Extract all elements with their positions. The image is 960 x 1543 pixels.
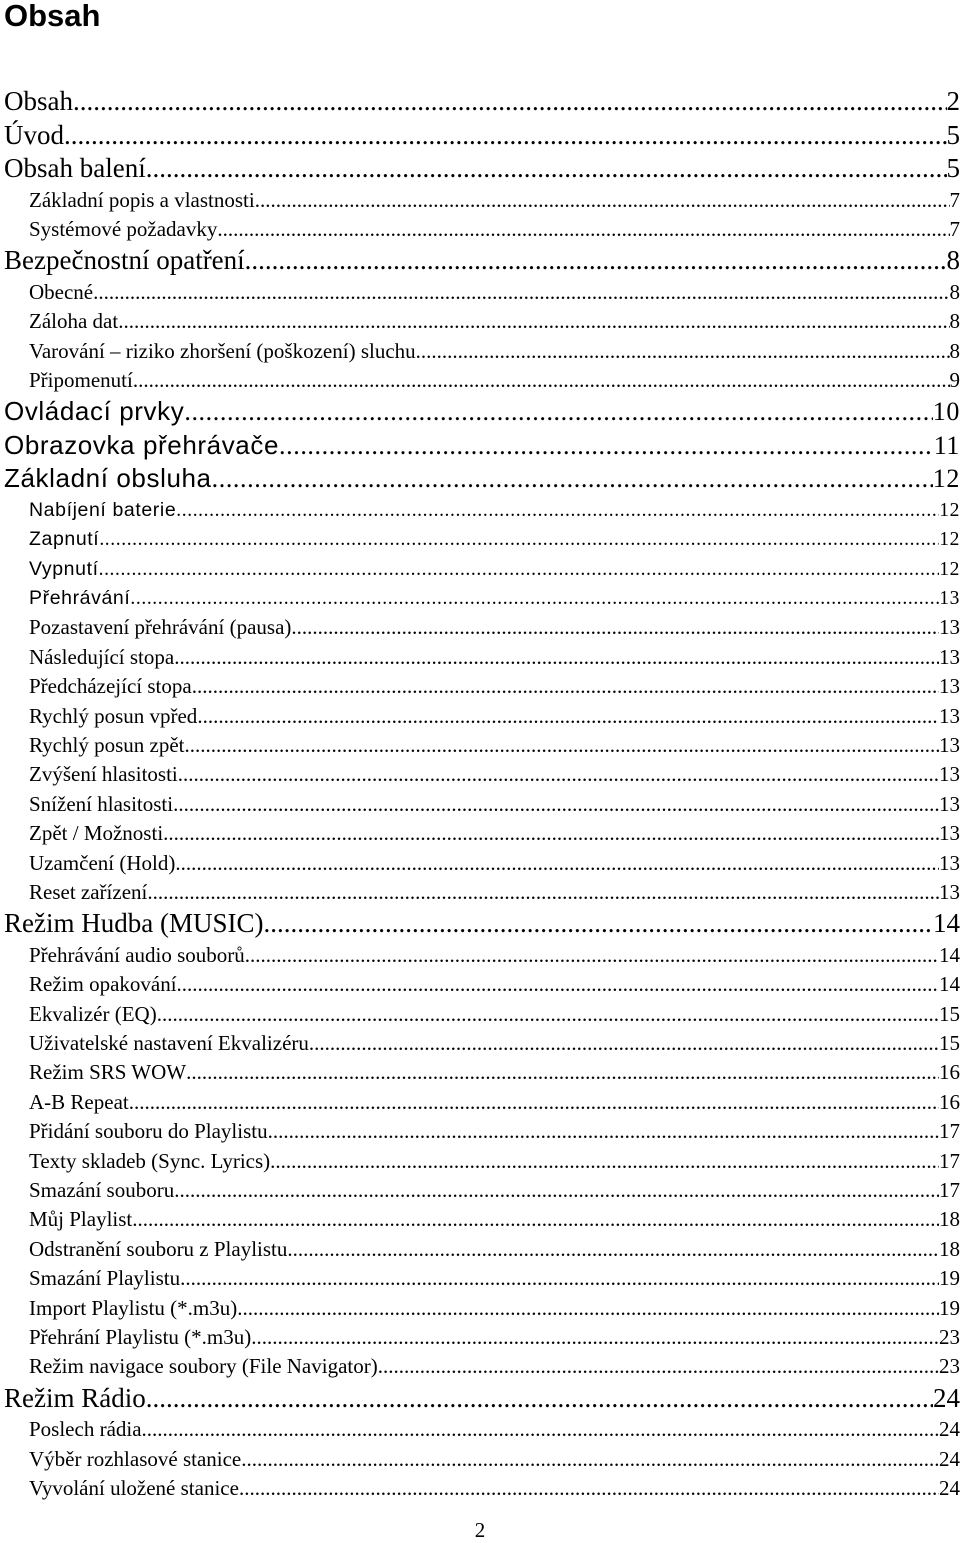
toc-entry-label: Přehrávání (29, 587, 131, 610)
toc-entry-label: Nabíjení baterie (29, 498, 177, 521)
toc-entry[interactable] (0, 1058, 960, 1087)
toc-entry-page: 23 (939, 1354, 960, 1379)
toc-entry[interactable] (0, 970, 960, 999)
dot-leader (237, 1294, 939, 1323)
dot-leader (268, 1117, 939, 1146)
toc-entry-label: Poslech rádia (29, 1417, 142, 1442)
toc-entry-page: 15 (939, 1030, 960, 1055)
dot-leader (93, 278, 949, 307)
dot-leader (245, 244, 947, 278)
toc-entry-page: 10 (932, 397, 960, 427)
toc-entry[interactable] (0, 1235, 960, 1264)
dot-leader (279, 429, 934, 463)
toc-entry-page: 17 (939, 1148, 960, 1173)
toc-entry[interactable] (0, 1264, 960, 1293)
dot-leader (99, 525, 939, 554)
toc-entry-label: Režim SRS WOW (29, 1060, 187, 1085)
toc-entry-page: 13 (939, 732, 960, 757)
dot-leader (174, 643, 939, 672)
toc-entry-page: 13 (939, 588, 960, 610)
dot-leader (99, 555, 940, 584)
toc-entry-label: Základní obsluha (4, 463, 212, 494)
toc-entry[interactable] (0, 1000, 960, 1029)
toc-entry[interactable] (0, 849, 960, 878)
toc-entry-label: Zvýšení hlasitosti (29, 762, 178, 787)
dot-leader (178, 760, 939, 789)
dot-leader (416, 337, 950, 366)
toc-entry-label: Přehrávání audio souborů (29, 942, 245, 967)
toc-entry-label: A-B Repeat (29, 1089, 129, 1114)
toc-entry-page: 13 (939, 879, 960, 904)
dot-leader (245, 941, 939, 970)
toc-entry[interactable] (0, 462, 960, 496)
toc-entry-label: Rychlý posun vpřed (29, 703, 198, 728)
toc-entry-label: Obrazovka přehrávače (4, 429, 280, 460)
toc-entry-label: Režim navigace soubory (File Navigator) (29, 1354, 378, 1379)
toc-entry[interactable] (0, 555, 960, 584)
toc-entry-page: 18 (939, 1236, 960, 1261)
toc-entry-page: 23 (939, 1324, 960, 1349)
toc-entry[interactable] (0, 1382, 960, 1416)
toc-entry-label: Připomenutí (29, 367, 133, 392)
toc-entry-page: 12 (932, 464, 960, 494)
toc-entry-label: Záloha dat (29, 309, 119, 334)
toc-entry-label: Uživatelské nastavení Ekvalizéru (29, 1030, 309, 1055)
toc-entry-label: Zapnutí (29, 528, 100, 551)
toc-entry-label: Obecné (29, 279, 94, 304)
toc-entry[interactable] (0, 1147, 960, 1176)
toc-entry-page: 13 (939, 674, 960, 699)
toc-entry-page: 9 (949, 367, 960, 392)
toc-entry[interactable] (0, 941, 960, 970)
toc-entry[interactable] (0, 152, 960, 186)
toc-entry-label: Smazání souboru (29, 1177, 175, 1202)
dot-leader (180, 1264, 939, 1293)
toc-entry[interactable] (0, 119, 960, 153)
toc-entry[interactable] (0, 1029, 960, 1058)
dot-leader (177, 970, 939, 999)
toc-entry[interactable] (0, 1323, 960, 1352)
toc-entry[interactable] (0, 215, 960, 244)
toc-entry-label: Vypnutí (29, 557, 99, 580)
toc-entry[interactable] (0, 702, 960, 731)
toc-entry[interactable] (0, 1294, 960, 1323)
toc-entry[interactable] (0, 819, 960, 848)
toc-entry-page: 12 (939, 558, 960, 580)
toc-entry[interactable] (0, 337, 960, 366)
toc-entry-page: 24 (939, 1446, 960, 1471)
page-title: Obsah (4, 0, 101, 33)
toc-entry-page: 5 (946, 119, 960, 150)
toc-entry-label: Režim Hudba (MUSIC) (4, 908, 264, 939)
toc-entry-label: Import Playlistu (*.m3u) (29, 1295, 238, 1320)
toc-entry[interactable] (0, 395, 960, 429)
page-number: 2 (474, 1518, 486, 1542)
toc-entry[interactable] (0, 643, 960, 672)
dot-leader (174, 1176, 939, 1205)
toc-entry-page: 24 (933, 1382, 960, 1413)
toc-entry-label: Režim opakování (29, 972, 177, 997)
toc-entry-page: 13 (939, 703, 960, 728)
toc-entry-label: Obsah balení (4, 153, 146, 183)
dot-leader (263, 907, 933, 941)
toc-entry-page: 16 (939, 1089, 960, 1114)
dot-leader (217, 215, 949, 244)
toc-entry-page: 19 (939, 1295, 960, 1320)
dot-leader (173, 790, 939, 819)
toc-entry[interactable] (0, 366, 960, 395)
toc-entry[interactable] (0, 244, 960, 278)
toc-entry-label: Uzamčení (Hold) (29, 850, 176, 875)
toc-entry-label: Snížení hlasitosti (29, 791, 174, 816)
toc-entry-page: 18 (939, 1207, 960, 1232)
toc-entry-label: Režim Rádio (4, 1382, 146, 1413)
toc-entry-page: 16 (939, 1060, 960, 1085)
toc-entry-label: Výběr rozhlasové stanice (29, 1446, 242, 1471)
toc-entry-page: 8 (946, 245, 960, 276)
toc-entry-label: Pozastavení přehrávání (pausa) (29, 615, 292, 640)
toc-entry-label: Přehrání Playlistu (*.m3u) (29, 1324, 252, 1349)
toc-entry[interactable] (0, 760, 960, 789)
dot-leader (118, 307, 949, 336)
dot-leader (197, 702, 939, 731)
toc-entry-label: Následující stopa (29, 644, 175, 669)
dot-leader (270, 1147, 939, 1176)
dot-leader (64, 119, 947, 153)
toc-entry-page: 14 (939, 972, 960, 997)
toc-entry[interactable] (0, 1474, 960, 1503)
toc-entry-label: Obsah (4, 86, 73, 116)
dot-leader (147, 878, 939, 907)
toc-entry-page: 12 (939, 529, 960, 551)
toc-entry-label: Bezpečnostní opatření (4, 245, 245, 276)
dot-leader (309, 1029, 939, 1058)
dot-leader (146, 152, 947, 186)
toc-entry-label: Můj Playlist (29, 1207, 133, 1232)
toc-entry[interactable] (0, 1176, 960, 1205)
toc-entry-page: 8 (949, 309, 960, 334)
toc-entry-label: Varování – riziko zhoršení (poškození) sluchu (29, 338, 416, 363)
toc-entry[interactable] (0, 1415, 960, 1444)
toc-entry-page: 14 (933, 908, 960, 939)
toc-entry[interactable] (0, 1205, 960, 1234)
toc-entry-page: 24 (939, 1475, 960, 1500)
toc-entry-label: Zpět / Možnosti (29, 821, 164, 846)
dot-leader (255, 186, 950, 215)
dot-leader (142, 1415, 939, 1444)
dot-leader (251, 1323, 939, 1352)
toc-entry-label: Rychlý posun zpět (29, 732, 185, 757)
toc-entry-label: Texty skladeb (Sync. Lyrics) (29, 1148, 271, 1173)
dot-leader (287, 1235, 939, 1264)
dot-leader (192, 672, 939, 701)
toc-entry-page: 12 (939, 499, 960, 521)
dot-leader (212, 462, 933, 496)
dot-leader (176, 496, 939, 525)
toc-entry[interactable] (0, 613, 960, 642)
toc-entry-label: Ekvalizér (EQ) (29, 1001, 157, 1026)
dot-leader (133, 366, 950, 395)
toc-entry-label: Úvod (4, 119, 64, 150)
toc-entry[interactable] (0, 186, 960, 215)
dot-leader (186, 1058, 939, 1087)
toc-entry-page: 5 (946, 153, 960, 183)
toc-entry-page: 11 (933, 430, 960, 460)
toc-entry-page: 24 (939, 1417, 960, 1442)
toc-entry-page: 13 (939, 791, 960, 816)
toc-entry-label: Smazání Playlistu (29, 1266, 181, 1291)
dot-leader (146, 1382, 933, 1416)
toc-entry-page: 13 (939, 644, 960, 669)
toc-entry[interactable] (0, 429, 960, 463)
toc-entry-page: 14 (939, 942, 960, 967)
toc-entry[interactable] (0, 672, 960, 701)
dot-leader (239, 1474, 939, 1503)
toc-entry-label: Systémové požadavky (29, 216, 218, 241)
toc-entry[interactable] (0, 85, 960, 119)
toc-entry-label: Ovládací prvky (4, 396, 185, 427)
toc-entry-label: Základní popis a vlastnosti (29, 187, 255, 212)
dot-leader (132, 1205, 939, 1234)
toc-entry-page: 7 (949, 216, 960, 241)
dot-leader (129, 1088, 939, 1117)
toc-entry[interactable] (0, 790, 960, 819)
toc-entry[interactable] (0, 878, 960, 907)
toc-entry-label: Vyvolání uložené stanice (29, 1475, 239, 1500)
toc-entry-page: 13 (939, 615, 960, 640)
dot-leader (130, 584, 939, 613)
dot-leader (184, 731, 939, 760)
dot-leader (241, 1445, 939, 1474)
toc-entry[interactable] (0, 907, 960, 941)
dot-leader (73, 85, 947, 119)
toc-entry-page: 13 (939, 821, 960, 846)
toc-entry-page: 15 (939, 1001, 960, 1026)
toc-entry[interactable] (0, 278, 960, 307)
toc-entry-label: Předcházející stopa (29, 674, 192, 699)
dot-leader (184, 395, 932, 429)
toc-entry[interactable] (0, 496, 960, 525)
toc-entry-page: 2 (946, 86, 960, 116)
toc-entry-label: Odstranění souboru z Playlistu (29, 1236, 288, 1261)
dot-leader (163, 819, 939, 848)
table-of-contents (0, 85, 960, 1503)
toc-entry-page: 7 (949, 187, 960, 212)
toc-entry-page: 17 (939, 1177, 960, 1202)
toc-entry-page: 8 (949, 338, 960, 363)
toc-entry[interactable] (0, 525, 960, 554)
dot-leader (291, 613, 939, 642)
toc-entry[interactable] (0, 1088, 960, 1117)
toc-entry-page: 13 (939, 850, 960, 875)
toc-entry-page: 8 (949, 279, 960, 304)
dot-leader (175, 849, 939, 878)
toc-entry-label: Reset zařízení (29, 879, 148, 904)
toc-entry[interactable] (0, 731, 960, 760)
dot-leader (378, 1352, 939, 1381)
toc-entry[interactable] (0, 307, 960, 336)
toc-entry-page: 17 (939, 1119, 960, 1144)
toc-entry[interactable] (0, 584, 960, 613)
dot-leader (157, 1000, 939, 1029)
toc-entry[interactable] (0, 1445, 960, 1474)
toc-entry-page: 19 (939, 1266, 960, 1291)
toc-entry[interactable] (0, 1352, 960, 1381)
toc-entry-page: 13 (939, 762, 960, 787)
toc-entry[interactable] (0, 1117, 960, 1146)
toc-entry-label: Přidání souboru do Playlistu (29, 1119, 268, 1144)
